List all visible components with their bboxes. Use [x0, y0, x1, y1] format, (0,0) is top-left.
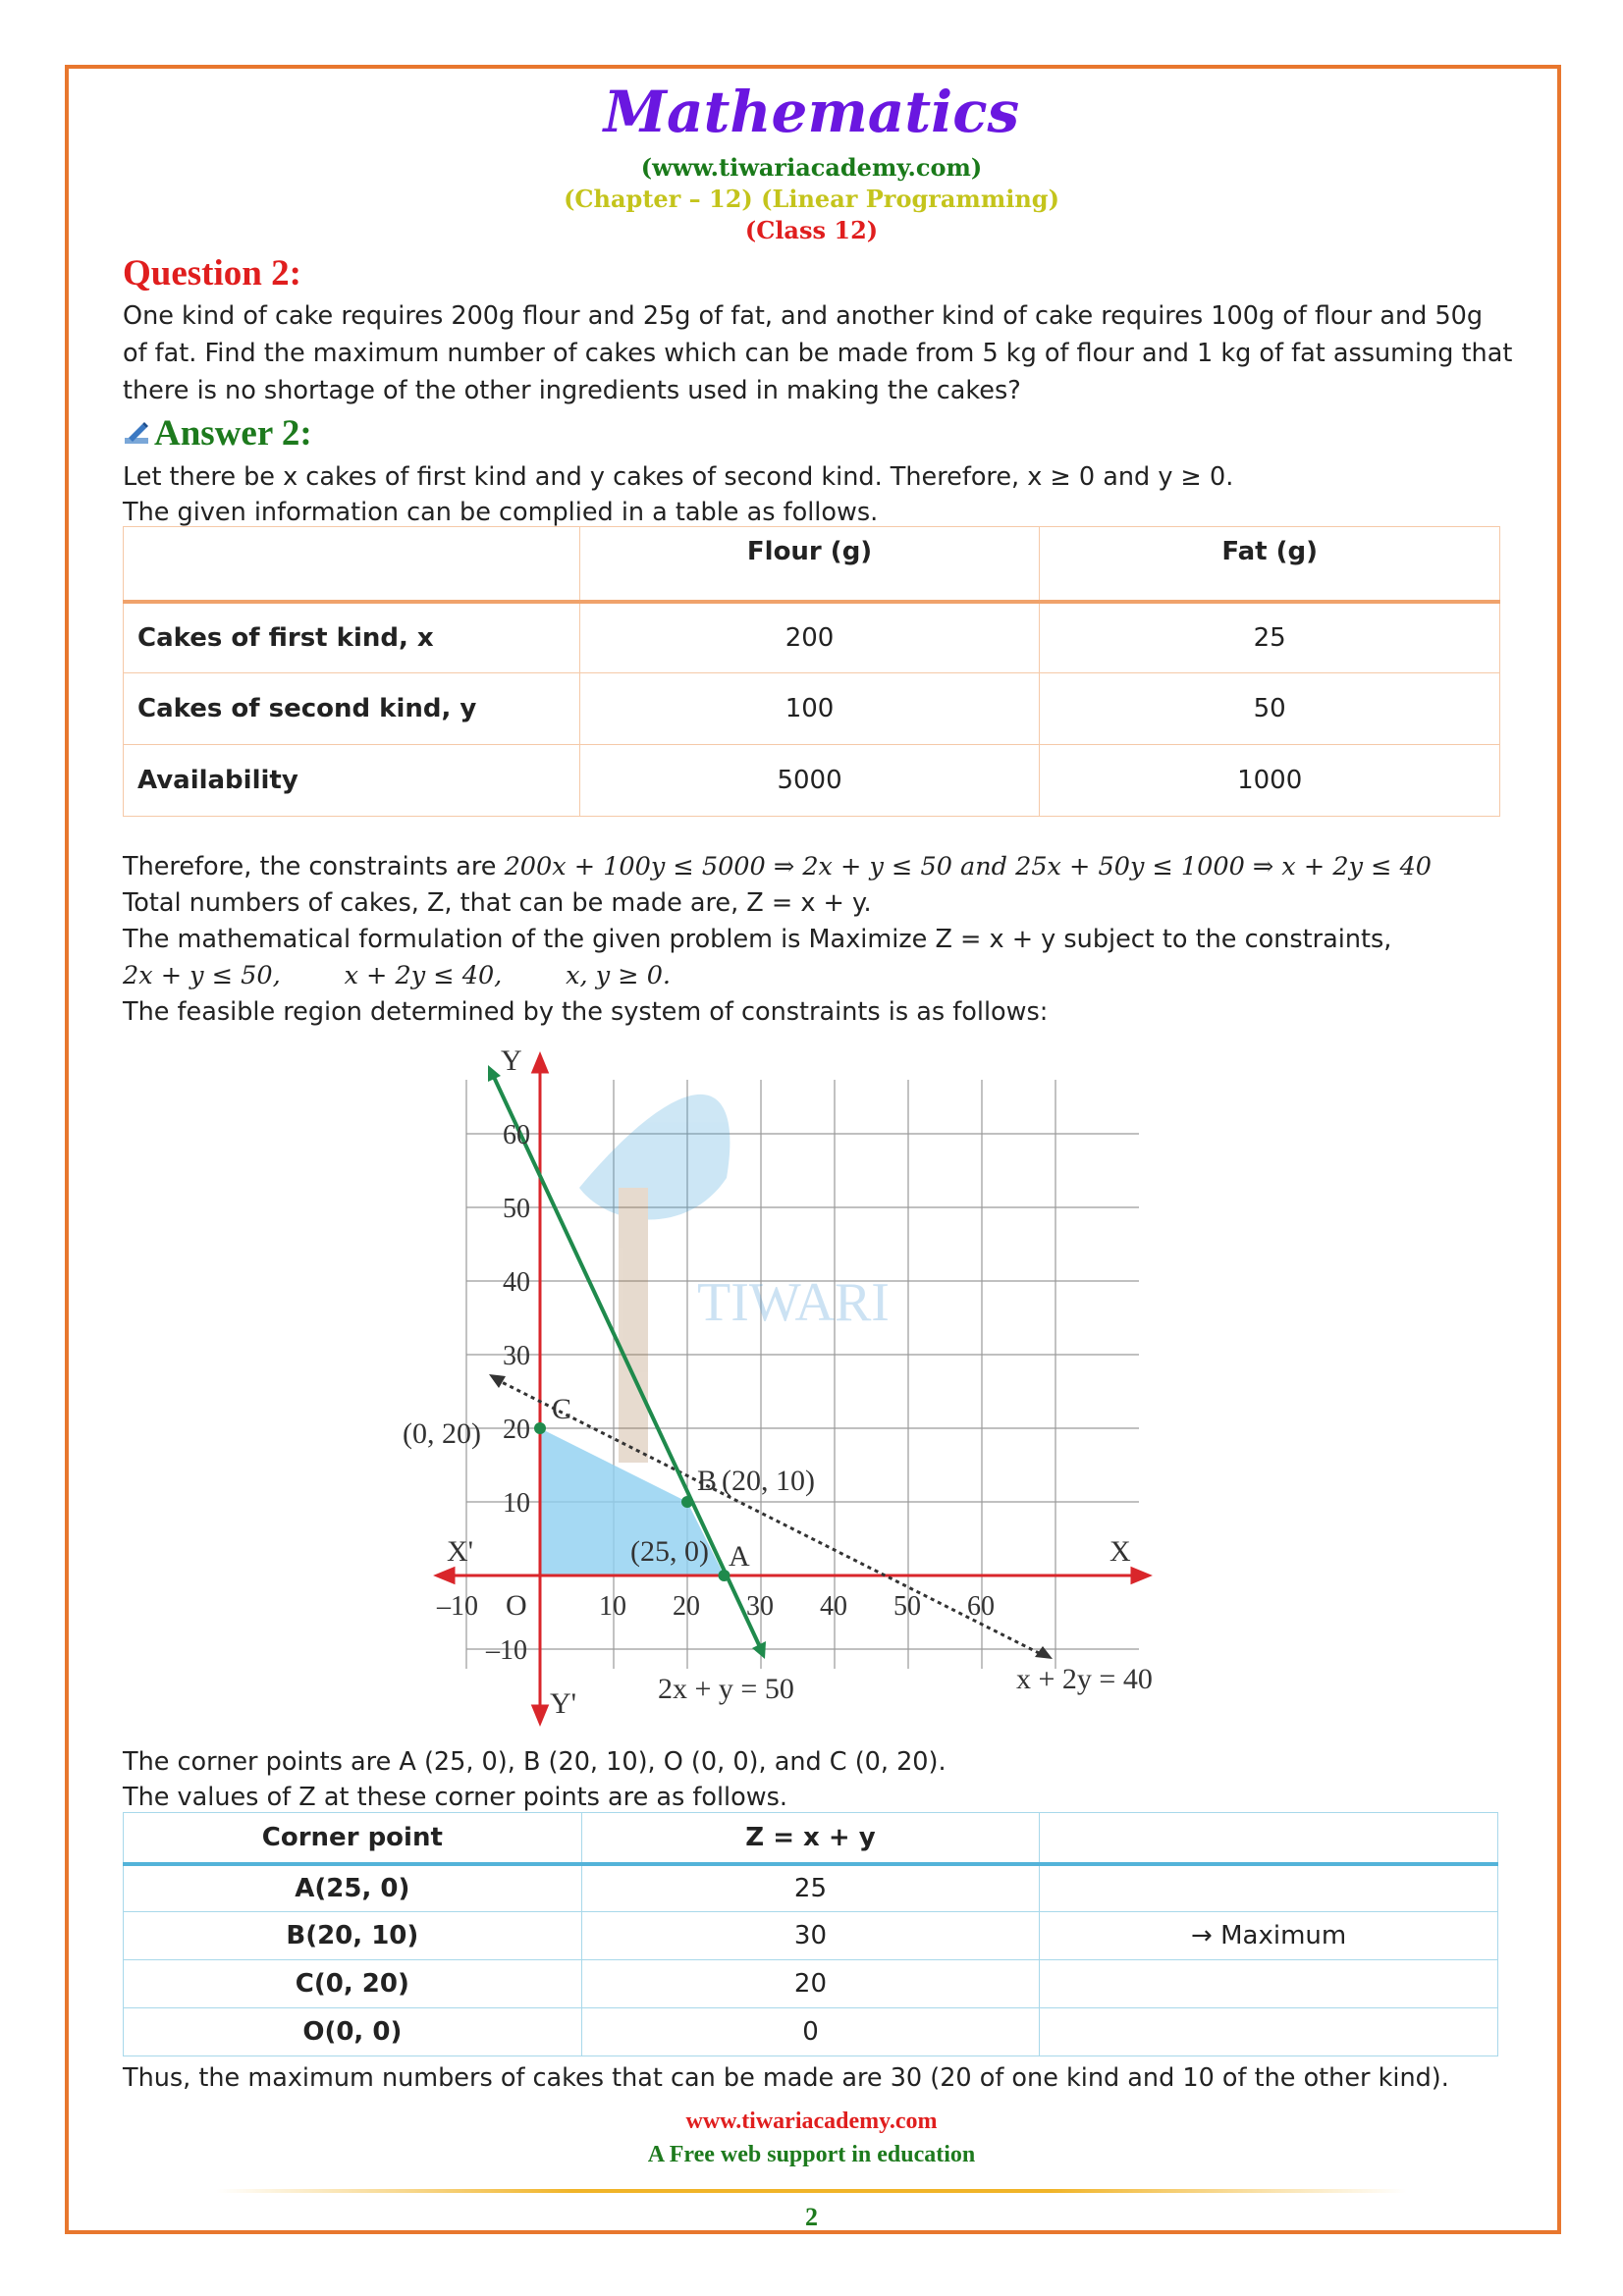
question-line-1: One kind of cake requires 200g flour and 25g of fat, and another kind of cake requires 100g of flour and 50g — [123, 301, 1484, 331]
table-header-cell: Corner point — [124, 1813, 582, 1864]
table-cell: 25 — [1040, 602, 1500, 673]
pen-icon — [123, 420, 150, 448]
table-cell: 100 — [579, 673, 1040, 745]
axis-label-x-neg: X' — [447, 1535, 474, 1568]
line-x-plus-2y-label: x + 2y = 40 — [1016, 1663, 1153, 1695]
y-tick: 10 — [503, 1488, 530, 1519]
corner-values-table — [123, 1812, 1498, 2056]
constraints-math: 200𝑥 + 100𝑦 ≤ 5000 ⇒ 2𝑥 + 𝑦 ≤ 50 and 25𝑥 + 50𝑦 ≤ 1000 ⇒ 𝑥 + 2𝑦 ≤ 40 — [504, 852, 1433, 881]
x-tick: 30 — [746, 1591, 774, 1622]
table-row — [124, 1960, 1498, 2008]
footer-website-link[interactable]: www.tiwariacademy.com — [685, 2109, 938, 2134]
table-cell: Cakes of first kind, x — [124, 602, 580, 673]
x-tick: 40 — [820, 1591, 847, 1622]
y-tick: 50 — [503, 1194, 530, 1224]
y-tick: 30 — [503, 1341, 530, 1371]
table-cell: A(25, 0) — [124, 1864, 582, 1912]
point-a-label: A — [729, 1540, 750, 1573]
header-chapter: (Chapter – 12) (Linear Programming) — [564, 185, 1059, 213]
table-header-row — [124, 1813, 1498, 1864]
requirements-table — [123, 526, 1500, 817]
axis-label-y: Y — [501, 1044, 522, 1077]
question-line-3: there is no shortage of the other ingredients used in making the cakes? — [123, 376, 1021, 405]
table-cell: 20 — [581, 1960, 1040, 2008]
table-header-cell: Z = x + y — [581, 1813, 1040, 1864]
point-b-coord: (20, 10) — [722, 1465, 815, 1497]
table-cell: 30 — [581, 1912, 1040, 1960]
constraints-list: 2𝑥 + 𝑦 ≤ 50, 𝑥 + 2𝑦 ≤ 40, 𝑥, 𝑦 ≥ 0. — [123, 961, 672, 990]
x-tick: 20 — [673, 1591, 700, 1622]
table-cell — [1040, 1864, 1498, 1912]
point-b — [681, 1496, 693, 1508]
question-heading: Question 2: — [123, 253, 301, 294]
table-cell: B(20, 10) — [124, 1912, 582, 1960]
table-cell — [1040, 1960, 1498, 2008]
y-tick: –10 — [486, 1635, 527, 1666]
question-line-2: of fat. Find the maximum number of cakes which can be made from 5 kg of flour and 1 kg of fat assuming that — [123, 339, 1513, 368]
y-tick: 20 — [503, 1415, 530, 1445]
point-c — [534, 1422, 546, 1434]
table-row — [124, 1912, 1498, 1960]
table-cell: C(0, 20) — [124, 1960, 582, 2008]
table-cell: O(0, 0) — [124, 2008, 582, 2056]
y-tick: 60 — [503, 1120, 530, 1150]
table-row — [124, 1864, 1498, 1912]
table-cell: Cakes of second kind, y — [124, 673, 580, 745]
point-a-coord: (25, 0) — [630, 1535, 709, 1568]
values-intro-line: The values of Z at these corner points are as follows. — [123, 1783, 787, 1812]
table-cell — [1040, 2008, 1498, 2056]
point-b-label: B — [697, 1465, 718, 1497]
grid — [466, 1080, 1139, 1669]
point-c-label: C — [552, 1393, 572, 1425]
header-website: (www.tiwariacademy.com) — [640, 153, 983, 182]
table-header-cell — [124, 527, 580, 602]
table-row — [124, 2008, 1498, 2056]
conclusion-line: Thus, the maximum numbers of cakes that can be made are 30 (20 of one kind and 10 of the other kind). — [123, 2063, 1449, 2093]
axes — [437, 1055, 1149, 1723]
table-cell: 200 — [579, 602, 1040, 673]
table-header-cell: Fat (g) — [1040, 527, 1500, 602]
formulation-line: The mathematical formulation of the given problem is Maximize Z = x + y subject to the constraints, — [123, 925, 1392, 954]
table-cell: 50 — [1040, 673, 1500, 745]
y-tick: 40 — [503, 1267, 530, 1298]
table-row — [124, 602, 1500, 673]
table-cell: 1000 — [1040, 745, 1500, 817]
x-tick: –10 — [437, 1591, 478, 1622]
total-line: Total numbers of cakes, Z, that can be made are, Z = x + y. — [123, 888, 872, 918]
corner-points-line: The corner points are A (25, 0), B (20, 10), O (0, 0), and C (0, 20). — [123, 1747, 947, 1777]
table-cell: 0 — [581, 2008, 1040, 2056]
header-class: (Class 12) — [744, 216, 879, 244]
table-cell: Availability — [124, 745, 580, 817]
x-tick: 60 — [967, 1591, 995, 1622]
watermark-text: TIWARI — [697, 1272, 890, 1333]
table-row — [124, 673, 1500, 745]
line-2x-plus-y-label: 2x + y = 50 — [658, 1673, 794, 1705]
footer-divider — [216, 2189, 1407, 2193]
answer-heading-row — [123, 412, 312, 454]
x-tick: 10 — [599, 1591, 626, 1622]
watermark — [579, 1095, 890, 1463]
footer-tagline: A Free web support in education — [647, 2142, 976, 2167]
table-row — [124, 745, 1500, 817]
answer-intro-1: Let there be x cakes of first kind and y cakes of second kind. Therefore, x ≥ 0 and y ≥ 0. — [123, 462, 1234, 492]
table-cell: 25 — [581, 1864, 1040, 1912]
point-c-coord: (0, 20) — [403, 1417, 481, 1450]
table-header-row — [124, 527, 1500, 602]
origin-label: O — [506, 1589, 527, 1622]
axis-label-y-neg: Y' — [550, 1687, 577, 1720]
axis-label-x: X — [1109, 1535, 1131, 1568]
answer-intro-2: The given information can be complied in a table as follows. — [123, 498, 879, 527]
feasible-line: The feasible region determined by the system of constraints is as follows: — [123, 997, 1049, 1027]
page-title: Mathematics — [603, 79, 1020, 145]
constraints-line — [123, 848, 1432, 885]
table-cell: 5000 — [579, 745, 1040, 817]
feasible-region-graph — [403, 1041, 1217, 1728]
constraints-prefix: Therefore, the constraints are — [123, 852, 505, 881]
answer-heading: Answer 2: — [154, 413, 312, 454]
table-cell: → Maximum — [1040, 1912, 1498, 1960]
page-number: 2 — [805, 2203, 818, 2231]
table-header-cell — [1040, 1813, 1498, 1864]
x-tick: 50 — [893, 1591, 921, 1622]
table-header-cell: Flour (g) — [579, 527, 1040, 602]
